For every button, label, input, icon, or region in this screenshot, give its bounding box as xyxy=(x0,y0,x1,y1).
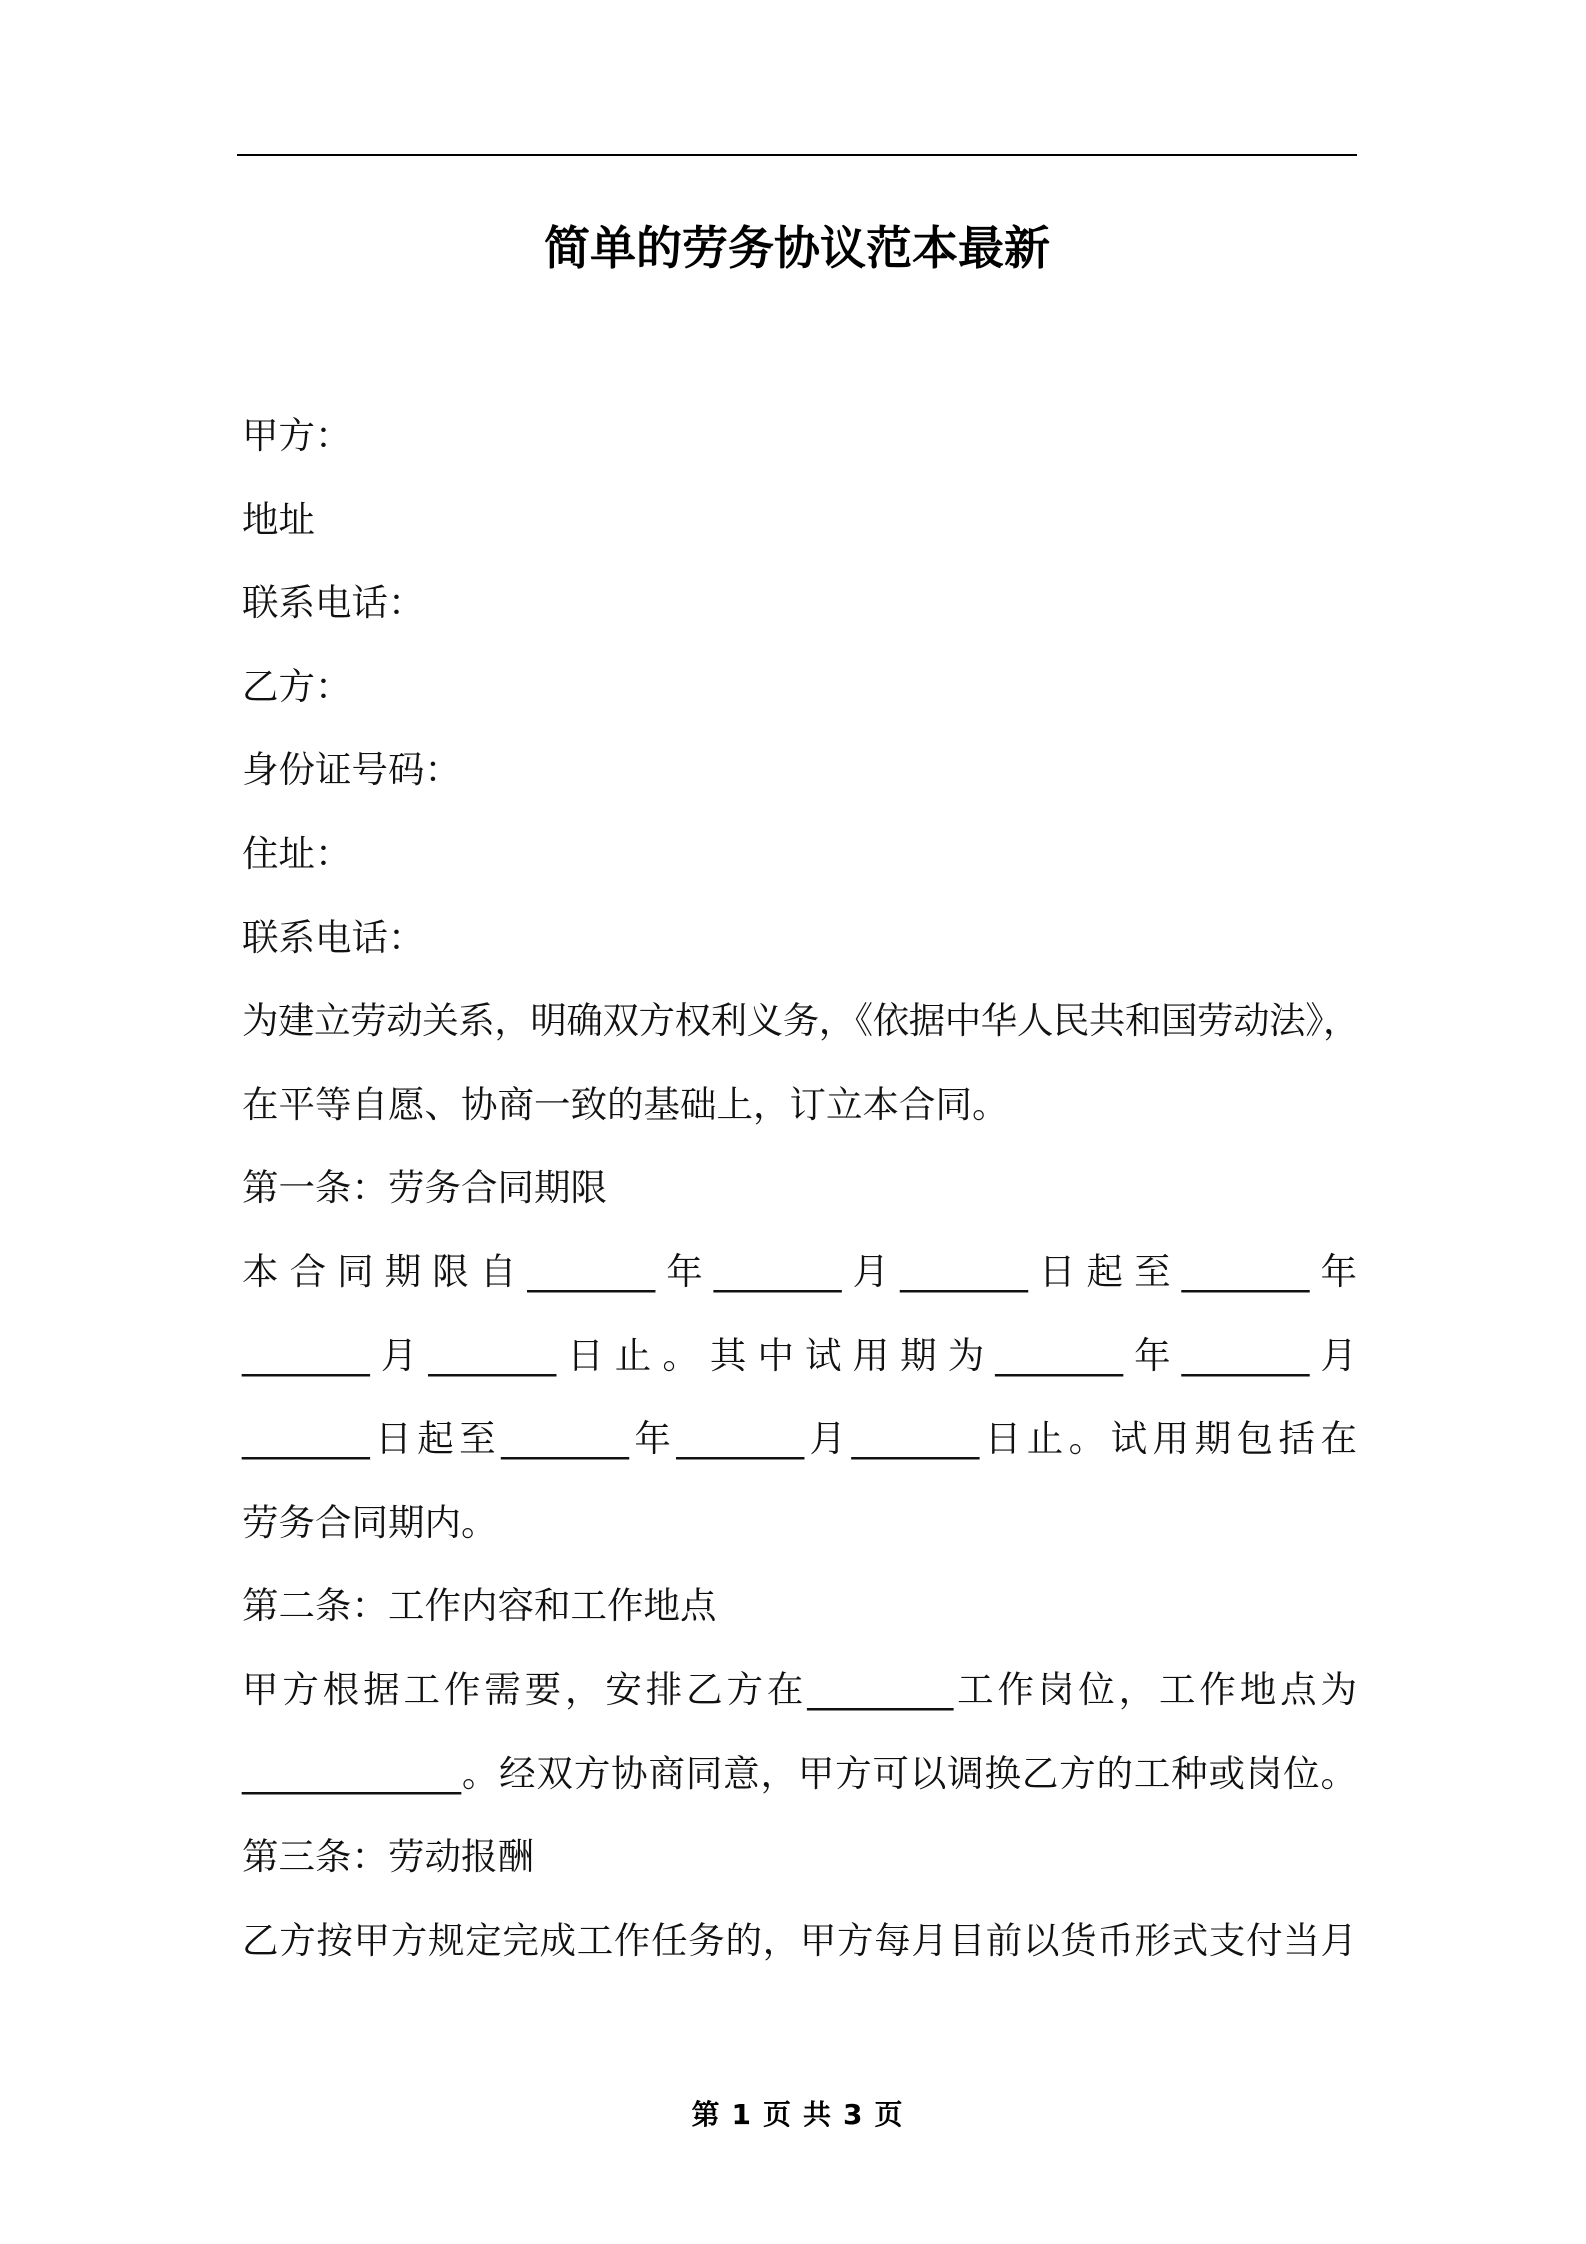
preamble-line: 为建立劳动关系，明确双方权利义务，《依据中华人民共和国劳动法》， xyxy=(242,999,1357,1043)
article-heading: 第二条：工作内容和工作地点 xyxy=(242,1584,717,1628)
article-line: _______日起至_______年_______月_______日止。试用期包括在 xyxy=(242,1417,1357,1461)
article-line: 劳务合同期内。 xyxy=(242,1500,498,1544)
party-b-id-label: 身份证号码： xyxy=(242,748,461,792)
footer-total-pages: 3 xyxy=(843,2098,863,2131)
article-heading: 第三条：劳动报酬 xyxy=(242,1835,534,1879)
party-a-phone-label: 联系电话： xyxy=(242,581,425,625)
document-body xyxy=(242,394,1357,1982)
page-footer xyxy=(237,2096,1357,2134)
document-title: 简单的劳务协议范本最新 xyxy=(544,221,1050,275)
footer-suffix: 页 xyxy=(874,2098,903,2131)
article-line: ____________。经双方协商同意，甲方可以调换乙方的工种或岗位。 xyxy=(242,1751,1357,1795)
footer-page-word: 页 xyxy=(762,2098,791,2131)
party-a-label: 甲方： xyxy=(242,414,352,457)
article-line: 本合同期限自_______年_______月_______日起至_______年 xyxy=(242,1249,1357,1293)
party-b-label: 乙方： xyxy=(242,664,352,708)
article-line: _______月_______日止。其中试用期为_______年_______月 xyxy=(242,1333,1357,1377)
party-b-residence-label: 住址： xyxy=(242,831,352,875)
article-line: 甲方根据工作需要，安排乙方在________工作岗位，工作地点为 xyxy=(242,1667,1357,1711)
preamble-line: 在平等自愿、协商一致的基础上，订立本合同。 xyxy=(242,1082,1009,1126)
party-a-address-label: 地址 xyxy=(242,497,315,541)
footer-current-page: 1 xyxy=(731,2098,751,2131)
footer-prefix: 第 xyxy=(691,2098,720,2131)
article-line: 乙方按甲方规定完成工作任务的，甲方每月目前以货币形式支付当月 xyxy=(242,1918,1357,1962)
header-rule xyxy=(237,154,1357,156)
party-b-phone-label: 联系电话： xyxy=(242,915,425,959)
article-heading: 第一条：劳务合同期限 xyxy=(242,1166,607,1210)
footer-total-word: 共 xyxy=(803,2098,832,2131)
